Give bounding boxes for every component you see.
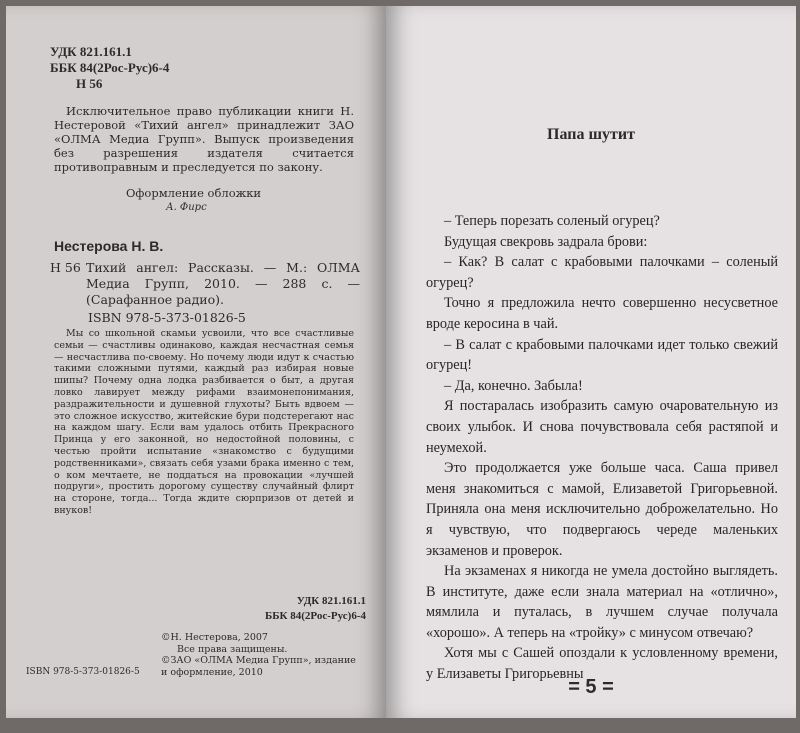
copyright-author: ©Н. Нестерова, 2007: [161, 632, 268, 643]
classification-block-bottom: [216, 594, 366, 624]
bbk-code: ББК 84(2Рос-Рус)6-4: [50, 60, 170, 75]
bbk-code-bottom: ББК 84(2Рос-Рус)6-4: [264, 610, 366, 622]
copyright-publisher: ©ЗАО «ОЛМА Медиа Групп», издание и оформление, 2010: [161, 655, 356, 678]
classification-block-top: [50, 44, 169, 92]
copyright-block: [161, 632, 361, 678]
isbn: ISBN 978-5-373-01826-5: [88, 310, 246, 325]
isbn-bottom: ISBN 978-5-373-01826-5: [26, 667, 140, 677]
author-code: Н 56: [76, 76, 103, 91]
chapter-title: Папа шутит: [547, 126, 635, 143]
udk-code-bottom: УДК 821.161.1: [296, 595, 366, 607]
left-page: [6, 6, 386, 718]
rights-notice: Исключительное право публикации книги Н. Нестеровой «Тихий ангел» принадлежит ЗАО «ОЛМА Медиа Групп». Выпуск произведения без разрешения издателя считается противоправным и преследуется по закону.: [54, 104, 354, 174]
catalog-author: Нестерова Н. В.: [54, 238, 164, 254]
paragraph: Это продолжается уже больше часа. Саша привел меня знакомиться с мамой, Елизаветой Григорьевной. Приняла она меня исключительно доброжелательно. Но я чувствую, что подвергаюсь череде маленьких экзаменов и проверок.: [426, 460, 778, 559]
story-text: [426, 211, 778, 685]
rights-reserved: Все права защищены.: [177, 643, 288, 655]
paragraph: – Как? В салат с крабовыми палочками – соленый огурец?: [426, 254, 778, 291]
udk-code: УДК 821.161.1: [50, 44, 132, 59]
paragraph: Хотя мы с Сашей опоздали к условленному времени, у Елизаветы Григорьевны: [426, 645, 778, 683]
right-page: [386, 6, 796, 718]
cover-design-label: Оформление обложки: [126, 186, 262, 200]
bibliographic-description: Тихий ангел: Рассказы. — М.: ОЛМА Медиа Групп, 2010. — 288 с. — (Сарафанное радио).: [86, 260, 360, 307]
paragraph: Будущая свекровь задрала брови:: [444, 233, 648, 250]
paragraph: Точно я предложила нечто совершенно несусветное вроде керосина в чай.: [426, 295, 778, 332]
catalog-code: Н 56: [50, 260, 81, 275]
annotation: Мы со школьной скамьи усвоили, что все счастливые семьи — счастливы одинаково, каждая несчастная семья — несчастлива по-своему. Но почему люди идут к счастью такими сложными путями, каждый раз избирая новые шипы? Почему одна лодка разбивается о быт, а другая ловко лавирует между рифами взаимонепонимания, раздражительности и душевной глухоты? Быть вдвоем — это сложное искусство, житейские бури подстерегают нас на каждом шагу. Если вам удалось отбить Прекрасного Принца у его законной, но недостойной половины, с честью пройти испытание «знакомство с будущими родственниками», связать себя узами брака именно с тем, о ком мечтаете, не поддаться на провокации «лучшей подруги», простить дорогому существу случайный флирт на стороне, тогда... Тогда ждите сюрпризов от детей и внуков!: [54, 328, 354, 516]
paragraph: Я постаралась изобразить самую очаровательную из своих улыбок. И снова почувствовала себя растяпой и неумехой.: [426, 398, 778, 456]
paragraph: – Да, конечно. Забыла!: [444, 377, 583, 394]
cover-artist: А. Фирс: [166, 202, 207, 213]
paragraph: – В салат с крабовыми палочками идет только свежий огурец!: [426, 336, 778, 374]
page-number: = 5 =: [568, 676, 614, 698]
paragraph: На экзаменах я никогда не умела достойно выглядеть. В институте, даже если знала материал на «отлично», мямлила и путалась, в лучшем случае получала «хорошо». А теперь на «тройку» с минусом отвечаю?: [426, 563, 778, 641]
paragraph: – Теперь порезать соленый огурец?: [444, 213, 660, 229]
